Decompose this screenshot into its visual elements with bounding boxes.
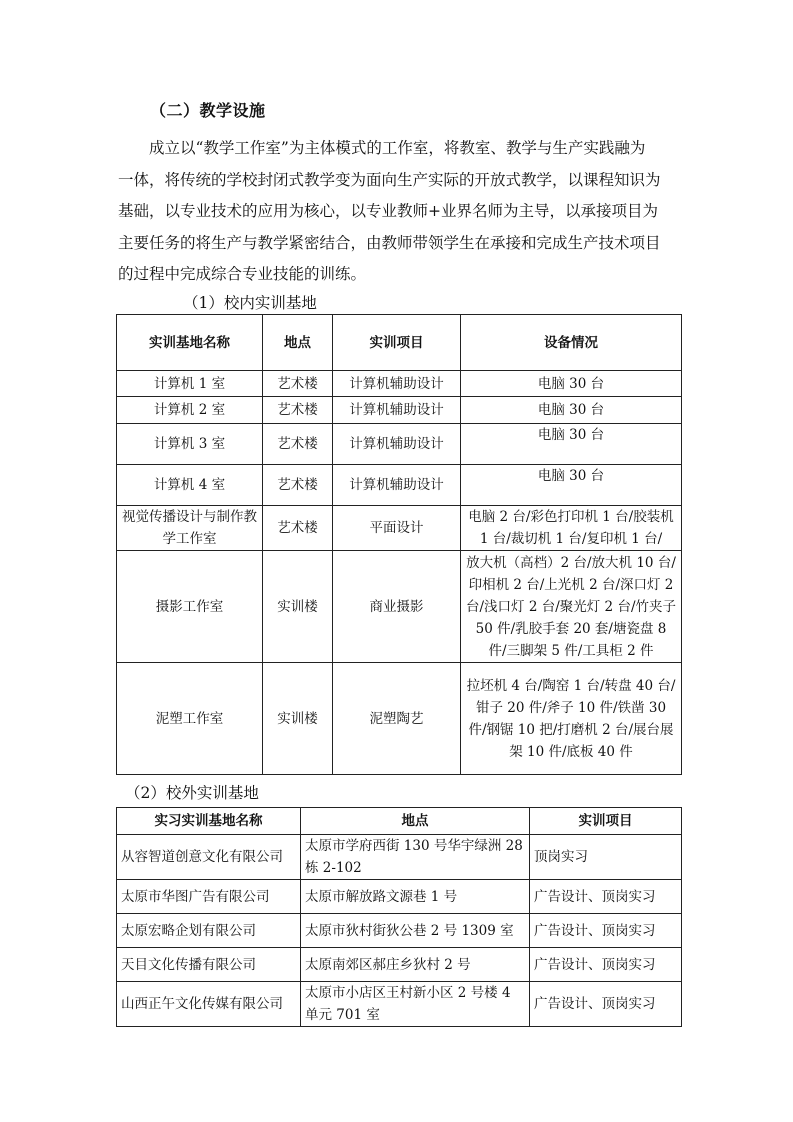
- cell-project: 广告设计、顶岗实习: [530, 948, 682, 982]
- cell-name: 计算机 1 室: [117, 371, 263, 397]
- cell-name: 计算机 4 室: [117, 465, 263, 506]
- table-row: [117, 506, 682, 551]
- cell-location: 实训楼: [263, 663, 333, 775]
- cell-location: 太原南郊区郝庄乡狄村 2 号: [301, 948, 530, 982]
- header-cell: 设备情况: [461, 315, 682, 371]
- cell-location: 太原市解放路文源巷 1 号: [301, 880, 530, 914]
- cell-name: 天目文化传播有限公司: [117, 948, 301, 982]
- header-cell: 实训基地名称: [117, 315, 263, 371]
- cell-name: 计算机 3 室: [117, 424, 263, 465]
- cell-equipment: 电脑 30 台: [461, 371, 682, 397]
- paragraph-line: 一体，将传统的学校封闭式教学变为面向生产实际的开放式教学，以课程知识为: [118, 170, 661, 189]
- header-cell: 实习实训基地名称: [117, 808, 301, 835]
- onsite-training-table: [116, 314, 682, 775]
- cell-location: 艺术楼: [263, 506, 333, 551]
- table-row: [117, 948, 682, 982]
- cell-location: 艺术楼: [263, 424, 333, 465]
- onsite-subtitle: （1）校内实训基地: [183, 294, 317, 312]
- cell-location: 太原市狄村街狄公巷 2 号 1309 室: [301, 914, 530, 948]
- table-row: [117, 880, 682, 914]
- paragraph-line: 主要任务的将生产与教学紧密结合，由教师带领学生在承接和完成生产技术项目: [118, 233, 661, 252]
- table-row: [117, 835, 682, 880]
- cell-location: 艺术楼: [263, 465, 333, 506]
- cell-name: 太原宏略企划有限公司: [117, 914, 301, 948]
- offsite-training-table: [116, 807, 682, 1027]
- table-row: [117, 914, 682, 948]
- cell-project: 商业摄影: [333, 551, 461, 663]
- table-header-row: [117, 315, 682, 371]
- header-cell: 实训项目: [333, 315, 461, 371]
- cell-equipment: 放大机（高档）2 台/放大机 10 台/印相机 2 台/上光机 2 台/深口灯 2 台/浅口灯 2 台/聚光灯 2 台/竹夹子 50 件/乳胶手套 20 套/塘瓷盘 8 件/三脚架 5 件/工具柜 2 件: [461, 551, 682, 663]
- cell-equipment: 电脑 30 台: [461, 424, 682, 465]
- header-cell: 地点: [263, 315, 333, 371]
- cell-equipment: 电脑 30 台: [461, 465, 682, 506]
- cell-project: 广告设计、顶岗实习: [530, 914, 682, 948]
- section-heading: （二）教学设施: [150, 101, 266, 120]
- cell-location: 太原市小店区王村新小区 2 号楼 4 单元 701 室: [301, 982, 530, 1027]
- cell-equipment: 电脑 30 台: [461, 397, 682, 424]
- cell-name: 山西正午文化传媒有限公司: [117, 982, 301, 1027]
- header-cell: 实训项目: [530, 808, 682, 835]
- cell-project: 泥塑陶艺: [333, 663, 461, 775]
- cell-project: 计算机辅助设计: [333, 371, 461, 397]
- cell-project: 计算机辅助设计: [333, 465, 461, 506]
- table-row: [117, 551, 682, 663]
- cell-name: 摄影工作室: [117, 551, 263, 663]
- table-row: [117, 465, 682, 506]
- paragraph-line: 成立以“教学工作室”为主体模式的工作室，将教室、教学与生产实践融为: [149, 139, 646, 157]
- cell-location: 艺术楼: [263, 371, 333, 397]
- header-cell: 地点: [301, 808, 530, 835]
- cell-location: 实训楼: [263, 551, 333, 663]
- cell-project: 广告设计、顶岗实习: [530, 982, 682, 1027]
- table-row: [117, 424, 682, 465]
- cell-name: 太原市华图广告有限公司: [117, 880, 301, 914]
- cell-name: 从容智道创意文化有限公司: [117, 835, 301, 880]
- cell-location: 艺术楼: [263, 397, 333, 424]
- cell-project: 广告设计、顶岗实习: [530, 880, 682, 914]
- cell-project: 顶岗实习: [530, 835, 682, 880]
- cell-name: 视觉传播设计与制作教学工作室: [117, 506, 263, 551]
- table-row: [117, 982, 682, 1027]
- cell-project: 计算机辅助设计: [333, 424, 461, 465]
- cell-equipment: 电脑 2 台/彩色打印机 1 台/胶装机 1 台/裁切机 1 台/复印机 1 台/: [461, 506, 682, 551]
- table-row: [117, 397, 682, 424]
- paragraph-line: 基础，以专业技术的应用为核心，以专业教师+业界名师为主导，以承接项目为: [118, 202, 658, 220]
- table-row: [117, 663, 682, 775]
- cell-equipment: 拉坯机 4 台/陶窑 1 台/转盘 40 台/钳子 20 件/斧子 10 件/铁凿 30 件/钢锯 10 把/打磨机 2 台/展台展架 10 件/底板 40 件: [461, 663, 682, 775]
- cell-name: 泥塑工作室: [117, 663, 263, 775]
- table-header-row: [117, 808, 682, 835]
- cell-location: 太原市学府西街 130 号华宇绿洲 28 栋 2-102: [301, 835, 530, 880]
- cell-project: 平面设计: [333, 506, 461, 551]
- section-paragraph: [118, 133, 678, 291]
- cell-name: 计算机 2 室: [117, 397, 263, 424]
- offsite-subtitle: （2）校外实训基地: [125, 784, 259, 802]
- paragraph-line: 的过程中完成综合专业技能的训练。: [118, 265, 367, 283]
- table-row: [117, 371, 682, 397]
- cell-project: 计算机辅助设计: [333, 397, 461, 424]
